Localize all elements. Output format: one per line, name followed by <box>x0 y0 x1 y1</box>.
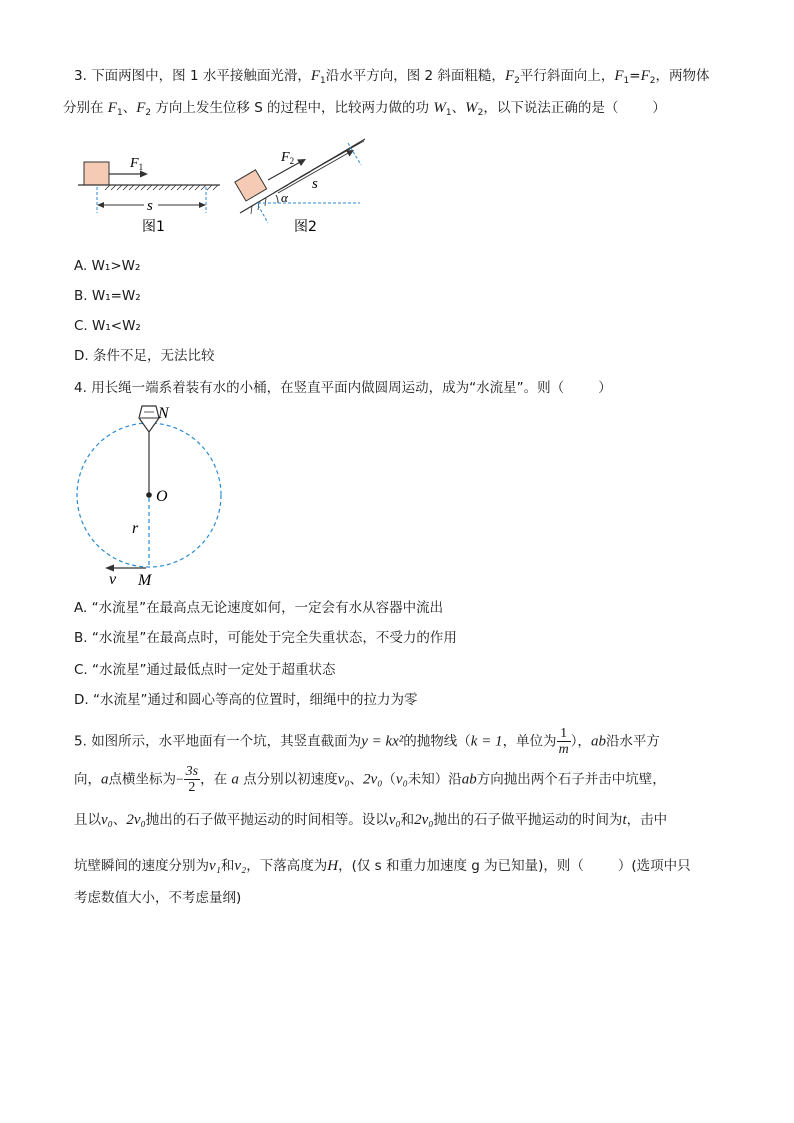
q3-number: 3. <box>74 68 87 84</box>
fig1-displacement-label: s <box>147 198 153 214</box>
fig2-angle-label: α <box>281 190 288 205</box>
q4-center-dot <box>146 492 152 498</box>
fig1-caption: 图1 <box>142 219 165 235</box>
q3-option-c: C. W₁<W₂ <box>74 318 141 334</box>
q4-label-N: N <box>158 405 169 422</box>
q4-label-M: M <box>138 572 152 589</box>
fig2-caption: 图2 <box>294 219 317 235</box>
fig2-block <box>235 170 267 201</box>
fig1 <box>78 156 220 235</box>
fig1-block <box>84 162 109 185</box>
q5-line3: 且以v₀、2v₀抛出的石子做平抛运动的时间相等。设以v₀和2v₀抛出的石子做平抛运动的时间为t，击中 <box>74 812 668 828</box>
q4-label-v: v <box>109 571 117 588</box>
q4-option-b: B. “水流星”在最高点时，可能处于完全失重状态，不受力的作用 <box>74 630 457 646</box>
q4-option-c: C. “水流星”通过最低点时一定处于超重状态 <box>74 662 336 678</box>
q5-unit-fraction: $\frac{1}{m}$ <box>558 726 569 757</box>
q4-option-a: A. “水流星”在最高点无论速度如何，一定会有水从容器中流出 <box>74 600 444 616</box>
q3-stem-line2: 分别在 $F_1$、$F_2$ 方向上发生位移 S 的过程中，比较两力做的功 $W_1$、$W_2$，以下说法正确的是（ ） <box>63 100 666 118</box>
fig2-force-label: $F_2$ <box>281 150 295 166</box>
q3-stem-line1: 3. 下面两图中，图 1 水平接触面光滑，$F_1$沿水平方向，图 2 斜面粗糙，$F_2$平行斜面向上，$F_1=F_2$，两物体 <box>74 68 710 86</box>
q5-line4: 坑壁瞬间的速度分别为v₁和v₂，下落高度为H，(仅 s 和重力加速度 g 为已知量)，则（ ）(选项中只 <box>74 858 691 874</box>
q4-label-O: O <box>156 488 168 505</box>
q4-label-r: r <box>132 520 139 537</box>
q3-option-a: A. W₁>W₂ <box>74 258 141 274</box>
q4-number: 4. <box>74 380 87 396</box>
q5-line1: 5. 如图所示，水平地面有一个坑，其竖直截面为y = kx²的抛物线（k = 1，单位为 $\frac{1}{m}$ ），ab沿水平方 <box>74 726 660 757</box>
fig2 <box>235 139 365 235</box>
q3-option-d: D. 条件不足，无法比较 <box>74 348 215 364</box>
q4-stem: 4. 用长绳一端系着装有水的小桶，在竖直平面内做圆周运动，成为“水流星”。则（ ） <box>74 380 612 396</box>
q3-option-b: B. W₁=W₂ <box>74 288 141 304</box>
fig1-force-label: $F_1$ <box>130 156 144 172</box>
q4-bucket <box>139 406 159 432</box>
q3-figure <box>70 135 390 240</box>
q5-coord-fraction: $\frac{3s}{2}$ <box>185 764 199 795</box>
q4-option-d: D. “水流星”通过和圆心等高的位置时，细绳中的拉力为零 <box>74 692 418 708</box>
fig2-displacement-label: s <box>312 176 318 192</box>
q5-number: 5. <box>74 733 87 750</box>
q5-line2: 向，a点横坐标为− $\frac{3s}{2}$ ，在 a 点分别以初速度v₀、2v₀（v₀未知）沿ab方向抛出两个石子并击中坑壁， <box>74 764 666 795</box>
q4-figure <box>74 402 234 592</box>
q5-line5: 考虑数值大小，不考虑量纲) <box>74 890 242 906</box>
